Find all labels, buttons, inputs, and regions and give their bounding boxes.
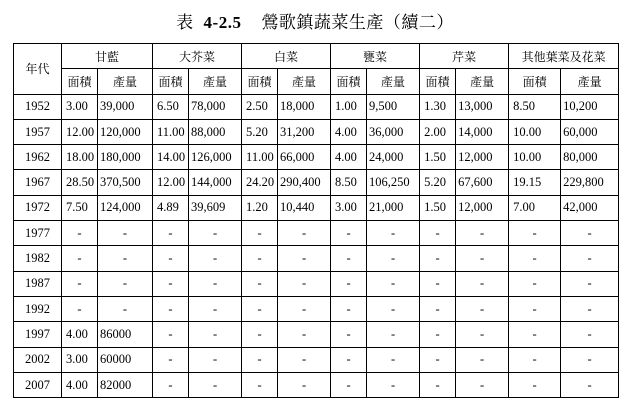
production-cell: 144,000 [189,170,242,195]
year-cell: 1992 [14,296,62,321]
area-cell: - [509,347,561,372]
area-cell: 1.00 [331,94,367,119]
area-cell: 12.00 [153,170,189,195]
area-cell: 2.50 [242,94,278,119]
area-cell: - [331,322,367,347]
area-header: 面積 [242,69,278,94]
production-cell: - [278,347,331,372]
production-cell: - [561,347,619,372]
table-title-text: 鶯歌鎮蔬菜生產（續二） [261,13,454,33]
area-cell: - [242,322,278,347]
area-cell: 11.00 [153,119,189,144]
area-cell: 1.50 [420,145,456,170]
production-cell: 370,500 [98,170,153,195]
production-cell: 12,000 [456,195,509,220]
production-cell: - [561,271,619,296]
area-cell: - [420,221,456,246]
area-cell: 1.50 [420,195,456,220]
production-header: 產量 [278,69,331,94]
year-cell: 1957 [14,119,62,144]
production-cell: 18,000 [278,94,331,119]
production-header: 產量 [367,69,420,94]
area-cell: - [420,271,456,296]
production-cell: 36,000 [367,119,420,144]
area-cell: - [420,322,456,347]
production-cell: - [278,296,331,321]
production-cell: 42,000 [561,195,619,220]
production-cell: - [367,296,420,321]
production-cell: 60,000 [561,119,619,144]
table-row [14,296,619,321]
crop-header-other-leafy: 其他葉菜及花菜 [509,44,619,69]
production-cell: 13,000 [456,94,509,119]
area-cell: 14.00 [153,145,189,170]
area-cell: - [153,221,189,246]
production-cell: - [98,271,153,296]
area-cell: 10.00 [509,119,561,144]
area-cell: - [62,221,98,246]
area-cell: - [420,372,456,397]
production-cell: - [367,221,420,246]
area-cell: 6.50 [153,94,189,119]
year-cell: 1997 [14,322,62,347]
area-cell: - [509,246,561,271]
production-cell: - [456,322,509,347]
production-cell: 10,440 [278,195,331,220]
production-header: 產量 [98,69,153,94]
table-body [14,94,619,398]
area-cell: - [331,296,367,321]
table-number: 4-2.5 [203,13,242,32]
production-cell: - [456,296,509,321]
production-cell: 124,000 [98,195,153,220]
area-cell: - [420,347,456,372]
area-header: 面積 [331,69,367,94]
production-cell: - [278,246,331,271]
area-cell: - [153,271,189,296]
area-cell: - [62,246,98,271]
table-title-prefix: 表 [176,13,194,33]
area-cell: - [62,296,98,321]
production-cell: - [98,296,153,321]
production-cell: 66,000 [278,145,331,170]
area-cell: 24.20 [242,170,278,195]
area-cell: 19.15 [509,170,561,195]
production-cell: - [561,246,619,271]
area-cell: 12.00 [62,119,98,144]
vegetable-production-table [13,43,619,398]
production-cell: 82000 [98,372,153,397]
table-row [14,271,619,296]
table-row [14,170,619,195]
area-cell: 4.89 [153,195,189,220]
area-cell: 8.50 [331,170,367,195]
area-cell: 8.50 [509,94,561,119]
area-cell: - [420,246,456,271]
table-row [14,195,619,220]
table-row [14,372,619,397]
area-header: 面積 [420,69,456,94]
production-cell: 12,000 [456,145,509,170]
production-cell: - [278,372,331,397]
production-cell: 290,400 [278,170,331,195]
year-cell: 1967 [14,170,62,195]
crop-header-bokchoy: 白菜 [242,44,331,69]
crop-header-cabbage: 甘藍 [62,44,153,69]
production-cell: 14,000 [456,119,509,144]
area-cell: 5.20 [242,119,278,144]
production-cell: 9,500 [367,94,420,119]
area-header: 面積 [62,69,98,94]
area-cell: - [62,271,98,296]
area-cell: 4.00 [331,119,367,144]
year-cell: 1962 [14,145,62,170]
year-cell: 2002 [14,347,62,372]
area-cell: - [509,221,561,246]
production-cell: 31,200 [278,119,331,144]
production-cell: 21,000 [367,195,420,220]
production-cell: - [189,296,242,321]
production-cell: 24,000 [367,145,420,170]
area-cell: 1.30 [420,94,456,119]
production-cell: 39,000 [98,94,153,119]
area-cell: - [509,296,561,321]
area-cell: - [153,347,189,372]
area-cell: 3.00 [62,94,98,119]
area-cell: 4.00 [331,145,367,170]
production-header: 產量 [561,69,619,94]
area-cell: 28.50 [62,170,98,195]
production-cell: - [189,372,242,397]
area-cell: 2.00 [420,119,456,144]
production-cell: - [367,322,420,347]
crop-header-row [14,44,619,69]
table-row [14,119,619,144]
area-cell: - [242,347,278,372]
area-cell: 1.20 [242,195,278,220]
area-cell: - [153,322,189,347]
area-cell: - [242,221,278,246]
production-cell: - [561,372,619,397]
area-cell: 7.00 [509,195,561,220]
area-cell: - [331,221,367,246]
table-row [14,322,619,347]
production-cell: 126,000 [189,145,242,170]
area-cell: - [509,372,561,397]
area-cell: - [509,322,561,347]
area-cell: - [331,347,367,372]
area-cell: 5.20 [420,170,456,195]
production-cell: - [189,347,242,372]
production-cell: 80,000 [561,145,619,170]
production-cell: - [98,246,153,271]
year-cell: 2007 [14,372,62,397]
production-cell: - [367,271,420,296]
area-cell: 4.00 [62,322,98,347]
production-cell: 39,609 [189,195,242,220]
table-row [14,347,619,372]
production-cell: - [189,322,242,347]
table-row [14,246,619,271]
production-cell: - [278,221,331,246]
production-cell: - [367,372,420,397]
area-cell: - [242,271,278,296]
production-cell: 10,200 [561,94,619,119]
production-cell: - [98,221,153,246]
area-cell: - [331,271,367,296]
production-cell: 229,800 [561,170,619,195]
production-cell: - [189,221,242,246]
production-cell: - [367,246,420,271]
production-cell: - [561,221,619,246]
production-cell: - [278,271,331,296]
area-header: 面積 [153,69,189,94]
production-cell: - [456,246,509,271]
table-row [14,145,619,170]
area-cell: 18.00 [62,145,98,170]
production-cell: - [456,372,509,397]
production-cell: - [189,271,242,296]
area-header: 面積 [509,69,561,94]
area-cell: 4.00 [62,372,98,397]
production-cell: 78,000 [189,94,242,119]
crop-header-mustard: 大芥菜 [153,44,242,69]
area-cell: - [242,296,278,321]
production-cell: 88,000 [189,119,242,144]
production-cell: 120,000 [98,119,153,144]
area-cell: - [153,372,189,397]
area-cell: - [153,296,189,321]
production-header: 產量 [456,69,509,94]
area-cell: - [242,246,278,271]
sub-header-row [14,69,619,94]
area-cell: - [331,372,367,397]
area-cell: 7.50 [62,195,98,220]
area-cell: 3.00 [331,195,367,220]
year-column-header: 年代 [14,44,62,95]
year-cell: 1972 [14,195,62,220]
production-cell: 86000 [98,322,153,347]
production-cell: - [456,347,509,372]
production-cell: - [367,347,420,372]
production-cell: 60000 [98,347,153,372]
area-cell: - [331,246,367,271]
year-cell: 1987 [14,271,62,296]
table-row [14,94,619,119]
area-cell: - [242,372,278,397]
area-cell: - [153,246,189,271]
production-cell: - [278,322,331,347]
area-cell: 3.00 [62,347,98,372]
year-cell: 1982 [14,246,62,271]
area-cell: - [509,271,561,296]
production-cell: - [189,246,242,271]
area-cell: 10.00 [509,145,561,170]
table-title [0,8,630,33]
table-row [14,221,619,246]
year-cell: 1952 [14,94,62,119]
year-cell: 1977 [14,221,62,246]
production-header: 產量 [189,69,242,94]
production-cell: - [561,296,619,321]
area-cell: - [420,296,456,321]
production-cell: 67,600 [456,170,509,195]
production-cell: 180,000 [98,145,153,170]
production-cell: - [456,271,509,296]
crop-header-celery: 芹菜 [420,44,509,69]
area-cell: 11.00 [242,145,278,170]
production-cell: - [561,322,619,347]
production-cell: - [456,221,509,246]
production-cell: 106,250 [367,170,420,195]
crop-header-water-spinach: 甕菜 [331,44,420,69]
